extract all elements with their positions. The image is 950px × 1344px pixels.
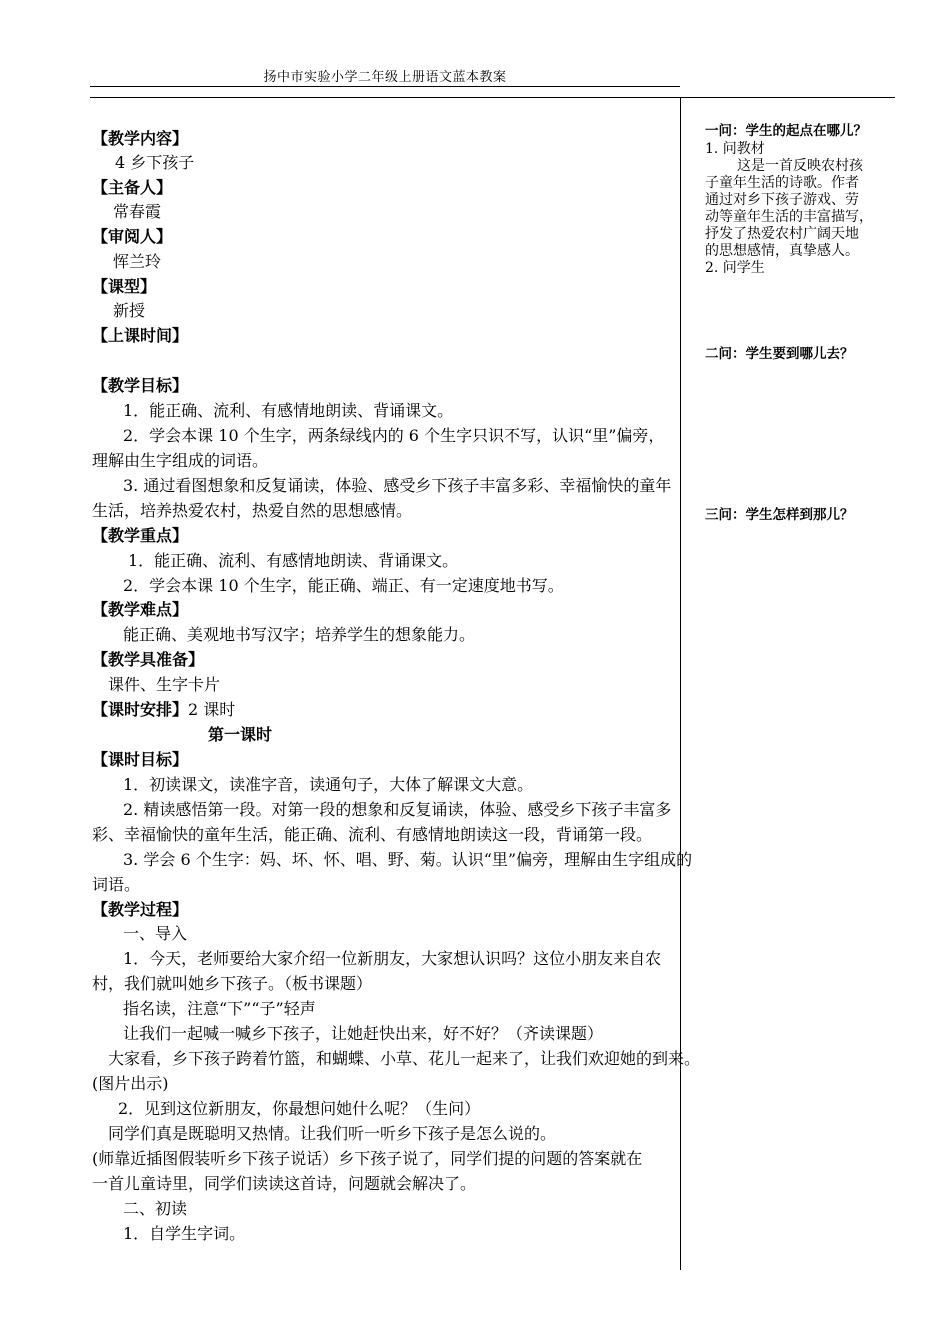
process-line: 同学们真是既聪明又热情。让我们听一听乡下孩子是怎么说的。 <box>108 1124 557 1143</box>
section-heading-difficulty: 【教学难点】 <box>92 600 189 619</box>
side-item-students: 2. 问学生 <box>705 260 765 276</box>
process-line: 1．自学生字词。 <box>123 1224 246 1243</box>
section-heading-content: 【教学内容】 <box>92 129 189 148</box>
side-item-textbook: 1. 问教材 <box>705 141 765 157</box>
section-heading-materials: 【教学具准备】 <box>92 650 205 669</box>
section-heading-time: 【上课时间】 <box>92 326 189 345</box>
period-goal-line: 词语。 <box>92 875 141 894</box>
process-line: 大家看，乡下孩子跨着竹篮，和蝴蝶、小草、花儿一起来了，让我们欢迎她的到来。 <box>108 1049 701 1068</box>
key-point-line: 2．学会本课 10 个生字，能正确、端正、有一定速度地书写。 <box>123 576 564 595</box>
goal-line: 3. 通过看图想象和反复诵读，体验、感受乡下孩子丰富多彩、幸福愉快的童年 <box>123 476 672 495</box>
difficulty-line: 能正确、美观地书写汉字；培养学生的想象能力。 <box>123 625 476 644</box>
process-line: (图片出示) <box>92 1074 169 1093</box>
side-question-3: 三问：学生怎样到那儿？ <box>705 507 854 523</box>
materials-line: 课件、生字卡片 <box>108 675 221 694</box>
process-line: 村，我们就叫她乡下孩子。（板书课题） <box>92 974 373 993</box>
header-rule-top <box>90 86 680 87</box>
period-goal-line: 2. 精读感悟第一段。对第一段的想象和反复诵读，体验、感受乡下孩子丰富多 <box>123 800 672 819</box>
process-line: (师靠近插图假装听乡下孩子说话）乡下孩子说了，同学们提的问题的答案就在 <box>92 1149 643 1168</box>
column-divider <box>680 98 681 1270</box>
lesson-title: 4 乡下孩子 <box>115 153 195 172</box>
side-text-line: 的思想感情，真挚感人。 <box>705 243 859 259</box>
process-line: 让我们一起喊一喊乡下孩子，让她赶快出来，好不好？（齐读课题） <box>123 1024 604 1043</box>
period-title: 第一课时 <box>208 725 273 744</box>
reviewer-name: 恽兰玲 <box>113 252 162 271</box>
process-line: 一、导入 <box>123 924 188 943</box>
process-line: 二、初读 <box>123 1199 188 1218</box>
side-text-line: 子童年生活的诗歌。作者 <box>705 175 859 191</box>
section-heading-process: 【教学过程】 <box>92 900 189 919</box>
section-heading-reviewer: 【审阅人】 <box>92 227 173 246</box>
key-point-line: 1．能正确、流利、有感情地朗读、背诵课文。 <box>128 551 459 570</box>
side-text-line: 动等童年生活的丰富描写， <box>705 209 873 225</box>
schedule-line <box>92 701 235 719</box>
process-line: 一首儿童诗里，同学们读读这首诗，问题就会解决了。 <box>92 1174 477 1193</box>
section-heading-schedule: 【课时安排】 <box>92 700 189 719</box>
goal-line: 生活，培养热爱农村，热爱自然的思想感情。 <box>92 501 413 520</box>
process-line: 指名读，注意“下”“子”轻声 <box>123 999 316 1018</box>
schedule-value: 2 课时 <box>188 700 236 719</box>
section-heading-key-points: 【教学重点】 <box>92 526 189 545</box>
side-question-1: 一问：学生的起点在哪儿？ <box>705 123 867 139</box>
section-heading-type: 【课型】 <box>92 277 157 296</box>
side-text-line: 这是一首反映农村孩 <box>737 158 863 174</box>
period-goal-line: 彩、幸福愉快的童年生活，能正确、流利、有感情地朗读这一段，背诵第一段。 <box>92 825 653 844</box>
goal-line: 2．学会本课 10 个生字，两条绿线内的 6 个生字只识不写，认识“里”偏旁， <box>123 426 665 445</box>
page-header-title: 扬中市实验小学二年级上册语文蓝本教案 <box>263 70 507 85</box>
period-goal-line: 1．初读课文，读准字音，读通句子，大体了解课文大意。 <box>123 775 534 794</box>
side-text-line: 通过对乡下孩子游戏、劳 <box>705 192 859 208</box>
author-name: 常春霞 <box>113 202 162 221</box>
header-rule-bottom <box>90 97 895 98</box>
process-line: 1．今天，老师要给大家介绍一位新朋友，大家想认识吗？这位小朋友来自农 <box>123 949 662 968</box>
period-goal-line: 3. 学会 6 个生字：妈、坏、怀、唱、野、菊。认识“里”偏旁，理解由生字组成的 <box>123 850 693 869</box>
lesson-type: 新授 <box>113 301 146 320</box>
process-line: 2．见到这位新朋友，你最想问她什么呢？（生问） <box>118 1099 481 1118</box>
side-text-line: 抒发了热爱农村广阔天地 <box>705 226 859 242</box>
section-heading-author: 【主备人】 <box>92 178 173 197</box>
side-question-2: 二问：学生要到哪儿去？ <box>705 346 854 362</box>
goal-line: 1．能正确、流利、有感情地朗读、背诵课文。 <box>123 401 454 420</box>
section-heading-period-goals: 【课时目标】 <box>92 750 189 769</box>
goal-line: 理解由生字组成的词语。 <box>92 451 269 470</box>
section-heading-goals: 【教学目标】 <box>92 376 189 395</box>
